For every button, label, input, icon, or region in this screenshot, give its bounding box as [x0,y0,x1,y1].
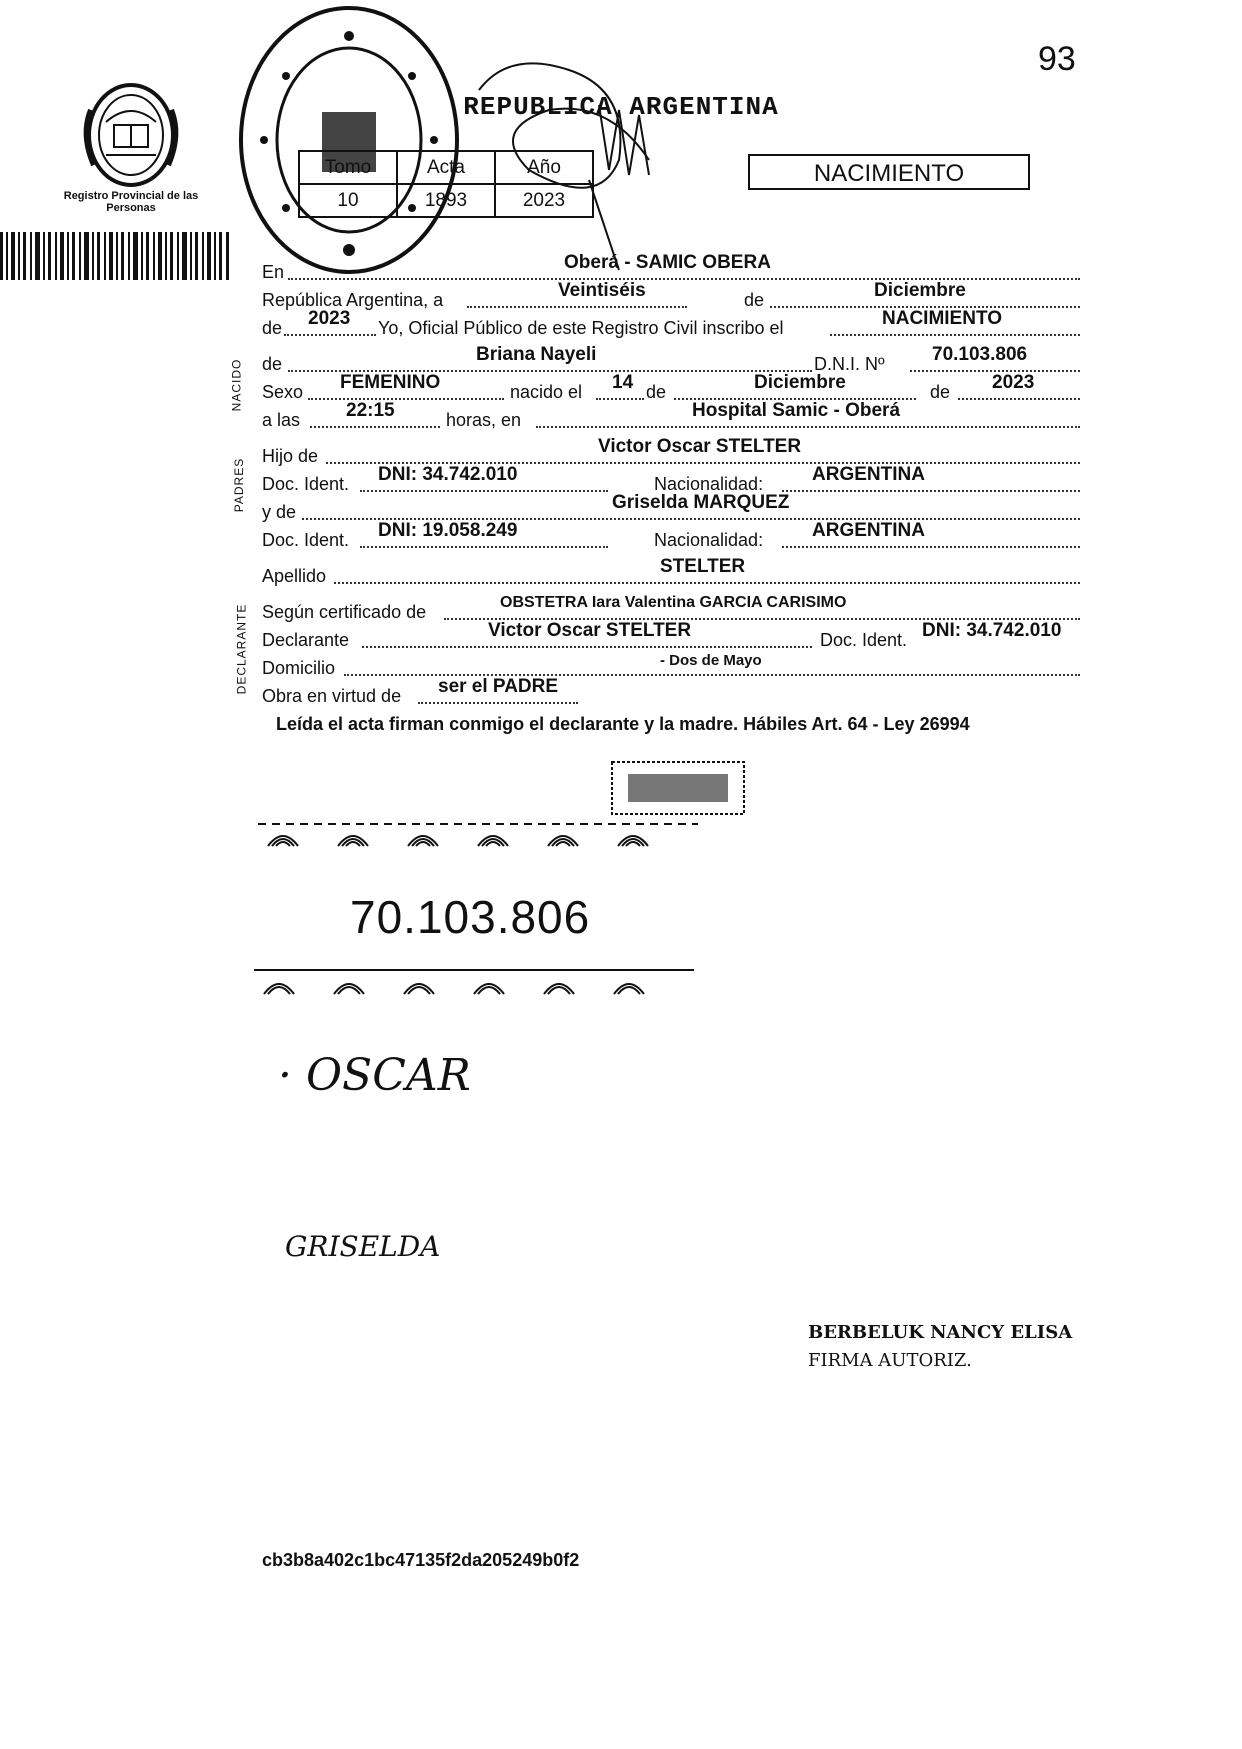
row-declarante [262,620,1080,654]
label-domicilio: Domicilio [262,658,336,678]
label-segun: Según certificado de [262,602,427,622]
barcode-icon [0,232,230,280]
label-horas: horas, en [446,410,522,430]
value-domicilio: - Dos de Mayo [660,652,762,669]
page-number: 93 [1038,40,1076,78]
value-madre: Griselda MARQUEZ [612,492,790,513]
value-lugar: Hospital Samic - Oberá [692,400,901,421]
label-en: En [262,262,285,282]
row-domicilio [262,654,1080,682]
label-sexo: Sexo [262,382,304,402]
value-dni: 70.103.806 [932,344,1028,365]
section-label-declarante: DECLARANTE [234,603,249,695]
label-yde: y de [262,502,297,522]
value-segun: OBSTETRA Iara Valentina GARCIA CARISIMO [500,594,847,611]
label-dni: D.N.I. Nº [814,354,885,374]
dni-number-large: 70.103.806 [350,891,591,943]
value-nac-mes: Diciembre [754,372,846,393]
label-hijo: Hijo de [262,446,319,466]
value-tomo: 10 [299,184,397,217]
registry-mark-icon [610,760,746,816]
value-doc3: DNI: 34.742.010 [922,620,1062,641]
security-band-top [258,818,698,848]
row-obra [262,676,1080,710]
value-nombre: Briana Nayeli [476,344,597,365]
officer-name: BERBELUK NANCY ELISA [808,1322,1073,1343]
section-label-padres: PADRES [232,457,247,513]
label-de2: de [262,318,283,338]
document-title: REPUBLICA ARGENTINA [463,92,779,122]
value-nac-anio: 2023 [992,372,1035,393]
value-nac1: ARGENTINA [812,464,925,485]
value-inscribo: NACIMIENTO [882,308,1002,329]
label-alas: a las [262,410,301,430]
value-obra: ser el PADRE [438,676,559,697]
provincial-seal-icon [76,80,186,190]
label-doc1: Doc. Ident. [262,474,350,494]
value-apellido: STELTER [660,556,746,577]
row-apellido [262,556,1080,590]
security-band-bottom [254,966,694,996]
section-label-nacido: NACIDO [229,358,244,412]
value-nac-dia: 14 [612,372,634,393]
record-type-box: NACIMIENTO [748,154,1030,190]
label-de: de [744,290,765,310]
handwritten-oscar: · OSCAR [278,1050,471,1101]
officer-role: FIRMA AUTORIZ. [808,1350,972,1371]
header-anio: Año [495,151,593,184]
label-doc2: Doc. Ident. [262,530,350,550]
value-dia: Veintiséis [558,280,646,301]
header-tomo: Tomo [299,151,397,184]
value-mes: Diciembre [874,280,966,301]
label-yo: Yo, Oficial Público de este Registro Civil inscribo el [378,318,784,338]
record-table [298,150,594,218]
row-inscribo [262,308,1080,342]
value-sexo: FEMENINO [340,372,441,393]
value-padre: Victor Oscar STELTER [598,436,802,457]
value-nac2: ARGENTINA [812,520,925,541]
value-hora: 22:15 [346,400,395,421]
official-stamp-icon [234,0,464,280]
row-hora [262,400,1080,434]
header-acta: Acta [397,151,495,184]
document-hash: cb3b8a402c1bc47135f2da205249b0f2 [262,1550,580,1570]
value-declarante: Victor Oscar STELTER [488,620,692,641]
label-de4: de [646,382,667,402]
value-en: Oberá - SAMIC OBERA [564,252,771,273]
value-doc2: DNI: 19.058.249 [378,520,518,541]
value-anio-acta: 2023 [308,308,351,329]
label-de5: de [930,382,951,402]
label-nac1: Nacionalidad: [654,474,764,494]
label-nac2: Nacionalidad: [654,530,764,550]
label-apellido: Apellido [262,566,327,586]
value-doc1: DNI: 34.742.010 [378,464,518,485]
value-acta: 1893 [397,184,495,217]
seal-label: Registro Provincial de las Personas [63,190,199,214]
label-nacido: nacido el [510,382,583,402]
label-obra: Obra en virtud de [262,686,402,706]
closing-statement: Leída el acta firman conmigo el declarante y la madre. Hábiles Art. 64 - Ley 26994 [276,714,970,734]
label-republica: República Argentina, a [262,290,444,310]
row-doc-madre [262,520,1080,554]
handwritten-griselda: GRISELDA [285,1230,441,1263]
label-de3: de [262,354,283,374]
value-anio: 2023 [495,184,593,217]
label-declarante: Declarante [262,630,350,650]
label-doc3: Doc. Ident. [820,630,908,650]
